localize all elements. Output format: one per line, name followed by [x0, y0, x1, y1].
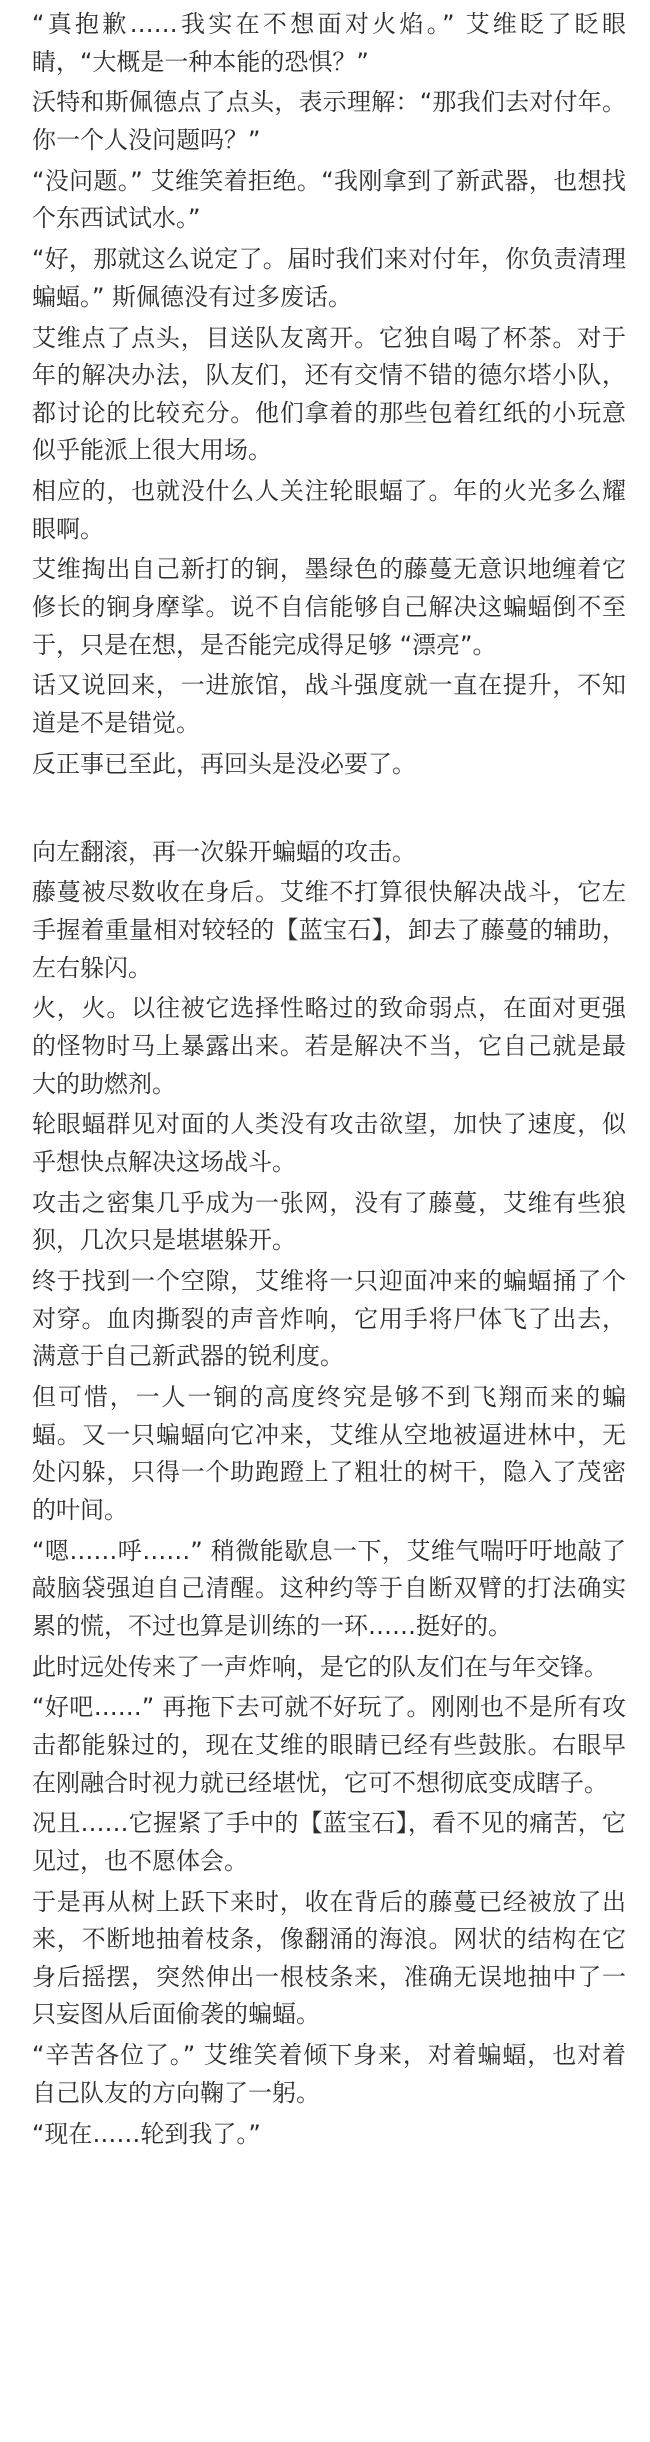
paragraph: 话又说回来，一进旅馆，战斗强度就一直在提升，不知道是不是错觉。: [32, 671, 626, 737]
paragraph: “没问题。” 艾维笑着拒绝。“我刚拿到了新武器，也想找个东西试试水。”: [32, 166, 626, 233]
paragraph: 但可惜，一人一锏的高度终究是够不到飞翔而来的蝙蝠。又一只蝙蝠向它冲来，艾维从空地被逼进林中，无处闪躲，只得一个助跑蹬上了粗壮的树干，隐入了茂密的叶间。: [32, 1383, 626, 1524]
paragraph: 攻击之密集几乎成为一张网，没有了藤蔓，艾维有些狼狈，几次只是堪堪躲开。: [32, 1188, 626, 1255]
paragraph: “真抱歉……我实在不想面对火焰。” 艾维眨了眨眼睛，“大概是一种本能的恐惧？”: [32, 10, 626, 76]
paragraph: 轮眼蝠群见对面的人类没有攻击欲望，加快了速度，似乎想快点解决这场战斗。: [32, 1110, 626, 1176]
paragraph: 沃特和斯佩德点了点头，表示理解：“那我们去对付年。你一个人没问题吗？”: [32, 88, 626, 154]
paragraph: 火，火。以往被它选择性略过的致命弱点，在面对更强的怪物时马上暴露出来。若是解决不当，它自己就是最大的助燃剂。: [32, 994, 626, 1098]
paragraph: 艾维点了点头，目送队友离开。它独自喝了杯茶。对于年的解决办法，队友们，还有交情不错的德尔塔小队，都讨论的比较充分。他们拿着的那些包着红纸的小玩意似乎能派上很大用场。: [32, 323, 626, 465]
paragraph: “嗯……呼……” 稍微能歇息一下，艾维气喘吁吁地敲了敲脑袋强迫自己清醒。这种约等于自断双臂的打法确实累的慌，不过也算是训练的一环……挺好的。: [32, 1536, 626, 1640]
paragraph: 于是再从树上跃下来时，收在背后的藤蔓已经被放了出来，不断地抽着枝条，像翻涌的海浪。网状的结构在它身后摇摆，突然伸出一根枝条来，准确无误地抽中了一只妄图从后面偷袭的蝙蝠。: [32, 1887, 626, 2029]
paragraph: 艾维掏出自己新打的锏，墨绿色的藤蔓无意识地缠着它修长的锏身摩挲。说不自信能够自己解决这蝙蝠倒不至于，只是在想，是否能完成得足够 “漂亮”。: [32, 555, 626, 659]
paragraph: “好吧……” 再拖下去可就不好玩了。刚刚也不是所有攻击都能躲过的，现在艾维的眼睛已经有些鼓胀。右眼早在刚融合时视力就已经堪忧，它可不想彻底变成瞎子。: [32, 1693, 626, 1797]
paragraph: “辛苦各位了。” 艾维笑着倾下身来，对着蝙蝠，也对着自己队友的方向鞠了一躬。: [32, 2041, 626, 2107]
paragraph: 藤蔓被尽数收在身后。艾维不打算很快解决战斗，它左手握着重量相对较轻的【蓝宝石】，卸去了藤蔓的辅助，左右躲闪。: [32, 878, 626, 982]
paragraph: “好，那就这么说定了。届时我们来对付年，你负责清理蝙蝠。” 斯佩德没有过多废话。: [32, 245, 626, 311]
section-break: [32, 787, 626, 834]
paragraph: 向左翻滚，再一次躲开蝙蝠的攻击。: [32, 837, 416, 866]
story-section-2: [32, 834, 626, 2154]
paragraph: 终于找到一个空隙，艾维将一只迎面冲来的蝙蝠捅了个对穿。血肉撕裂的声音炸响，它用手将尸体飞了出去，满意于自己新武器的锐利度。: [32, 1267, 626, 1371]
paragraph: 此时远处传来了一声炸响，是它的队友们在与年交锋。: [32, 1652, 608, 1681]
story-section-1: [32, 6, 626, 783]
paragraph: 反正事已至此，再回头是没必要了。: [32, 749, 416, 778]
paragraph: 况且……它握紧了手中的【蓝宝石】，看不见的痛苦，它见过，也不愿体会。: [32, 1809, 626, 1875]
paragraph: “现在……轮到我了。”: [32, 2119, 261, 2148]
paragraph: 相应的，也就没什么人关注轮眼蝠了。年的火光多么耀眼啊。: [32, 477, 626, 543]
